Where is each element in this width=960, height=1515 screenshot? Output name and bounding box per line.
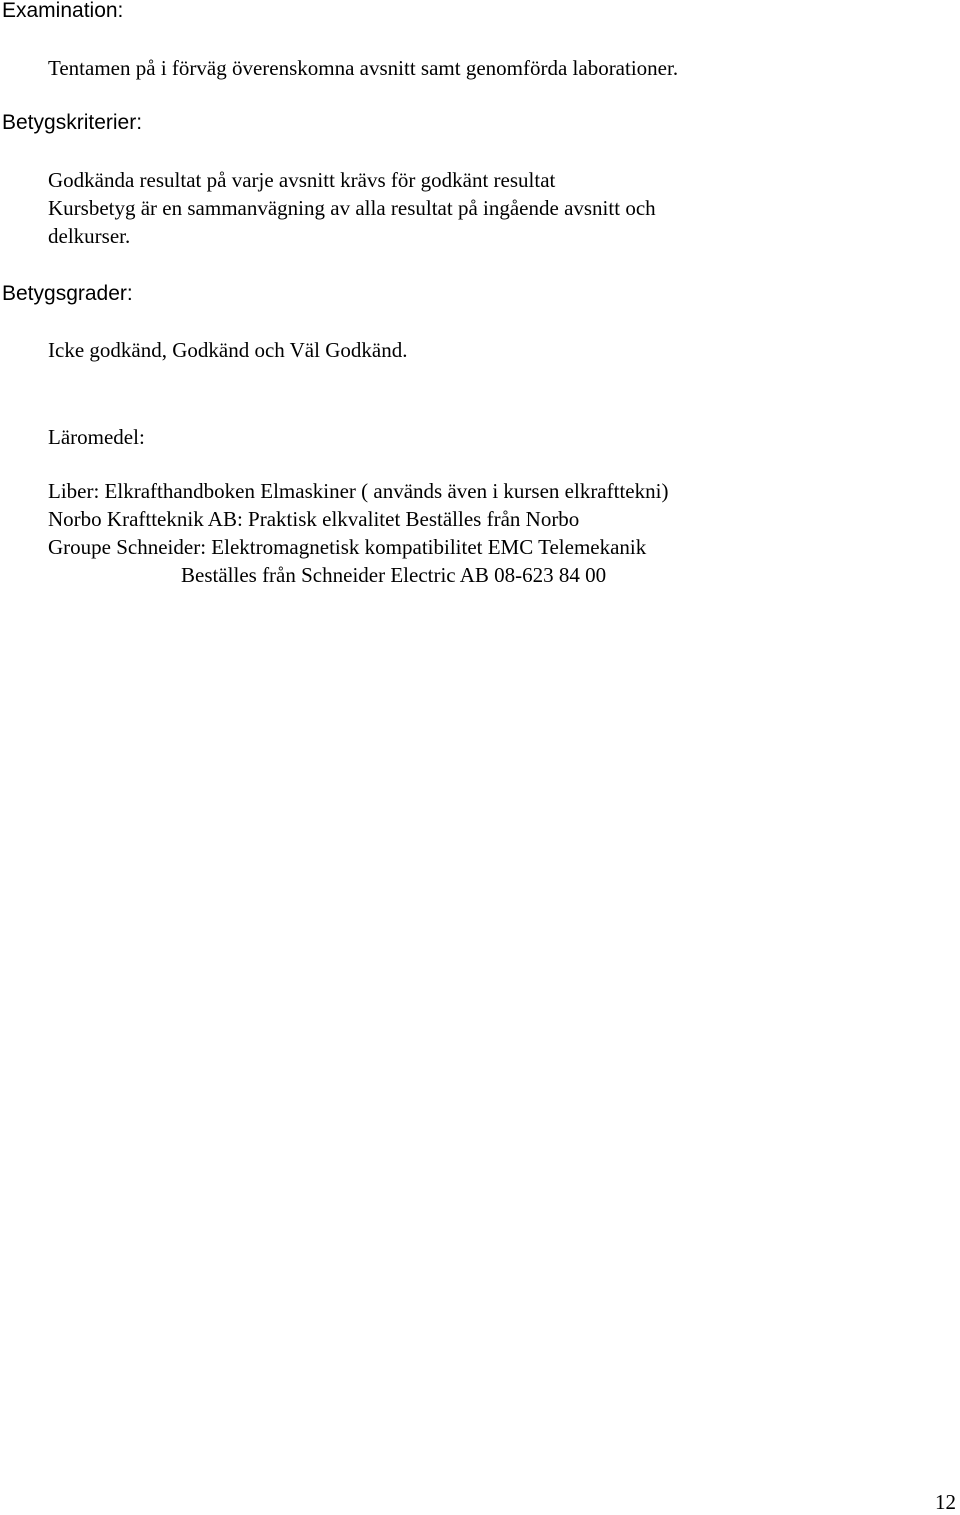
criteria-heading: Betygskriterier:: [2, 111, 143, 134]
examination-heading: Examination:: [2, 0, 124, 22]
criteria-line-1: Godkända resultat på varje avsnitt krävs för godkänt resultat: [48, 168, 556, 192]
grades-text: Icke godkänd, Godkänd och Väl Godkänd.: [48, 338, 408, 362]
materials-line-2: Norbo Kraftteknik AB: Praktisk elkvalitet Beställes från Norbo: [48, 507, 580, 531]
criteria-line-3: delkurser.: [48, 224, 131, 248]
materials-line-3: Groupe Schneider: Elektromagnetisk kompatibilitet EMC Telemekanik: [48, 535, 647, 559]
criteria-line-2: Kursbetyg är en sammanvägning av alla resultat på ingående avsnitt och: [48, 196, 656, 220]
grades-heading: Betygsgrader:: [2, 282, 133, 305]
materials-line-4: Beställes från Schneider Electric AB 08-623 84 00: [181, 563, 607, 587]
materials-line-1: Liber: Elkrafthandboken Elmaskiner ( används även i kursen elkrafttekni): [48, 479, 669, 503]
materials-heading: Läromedel:: [48, 425, 145, 449]
examination-text: Tentamen på i förväg överenskomna avsnitt samt genomförda laborationer.: [48, 56, 679, 80]
page-number: 12: [935, 1490, 956, 1514]
